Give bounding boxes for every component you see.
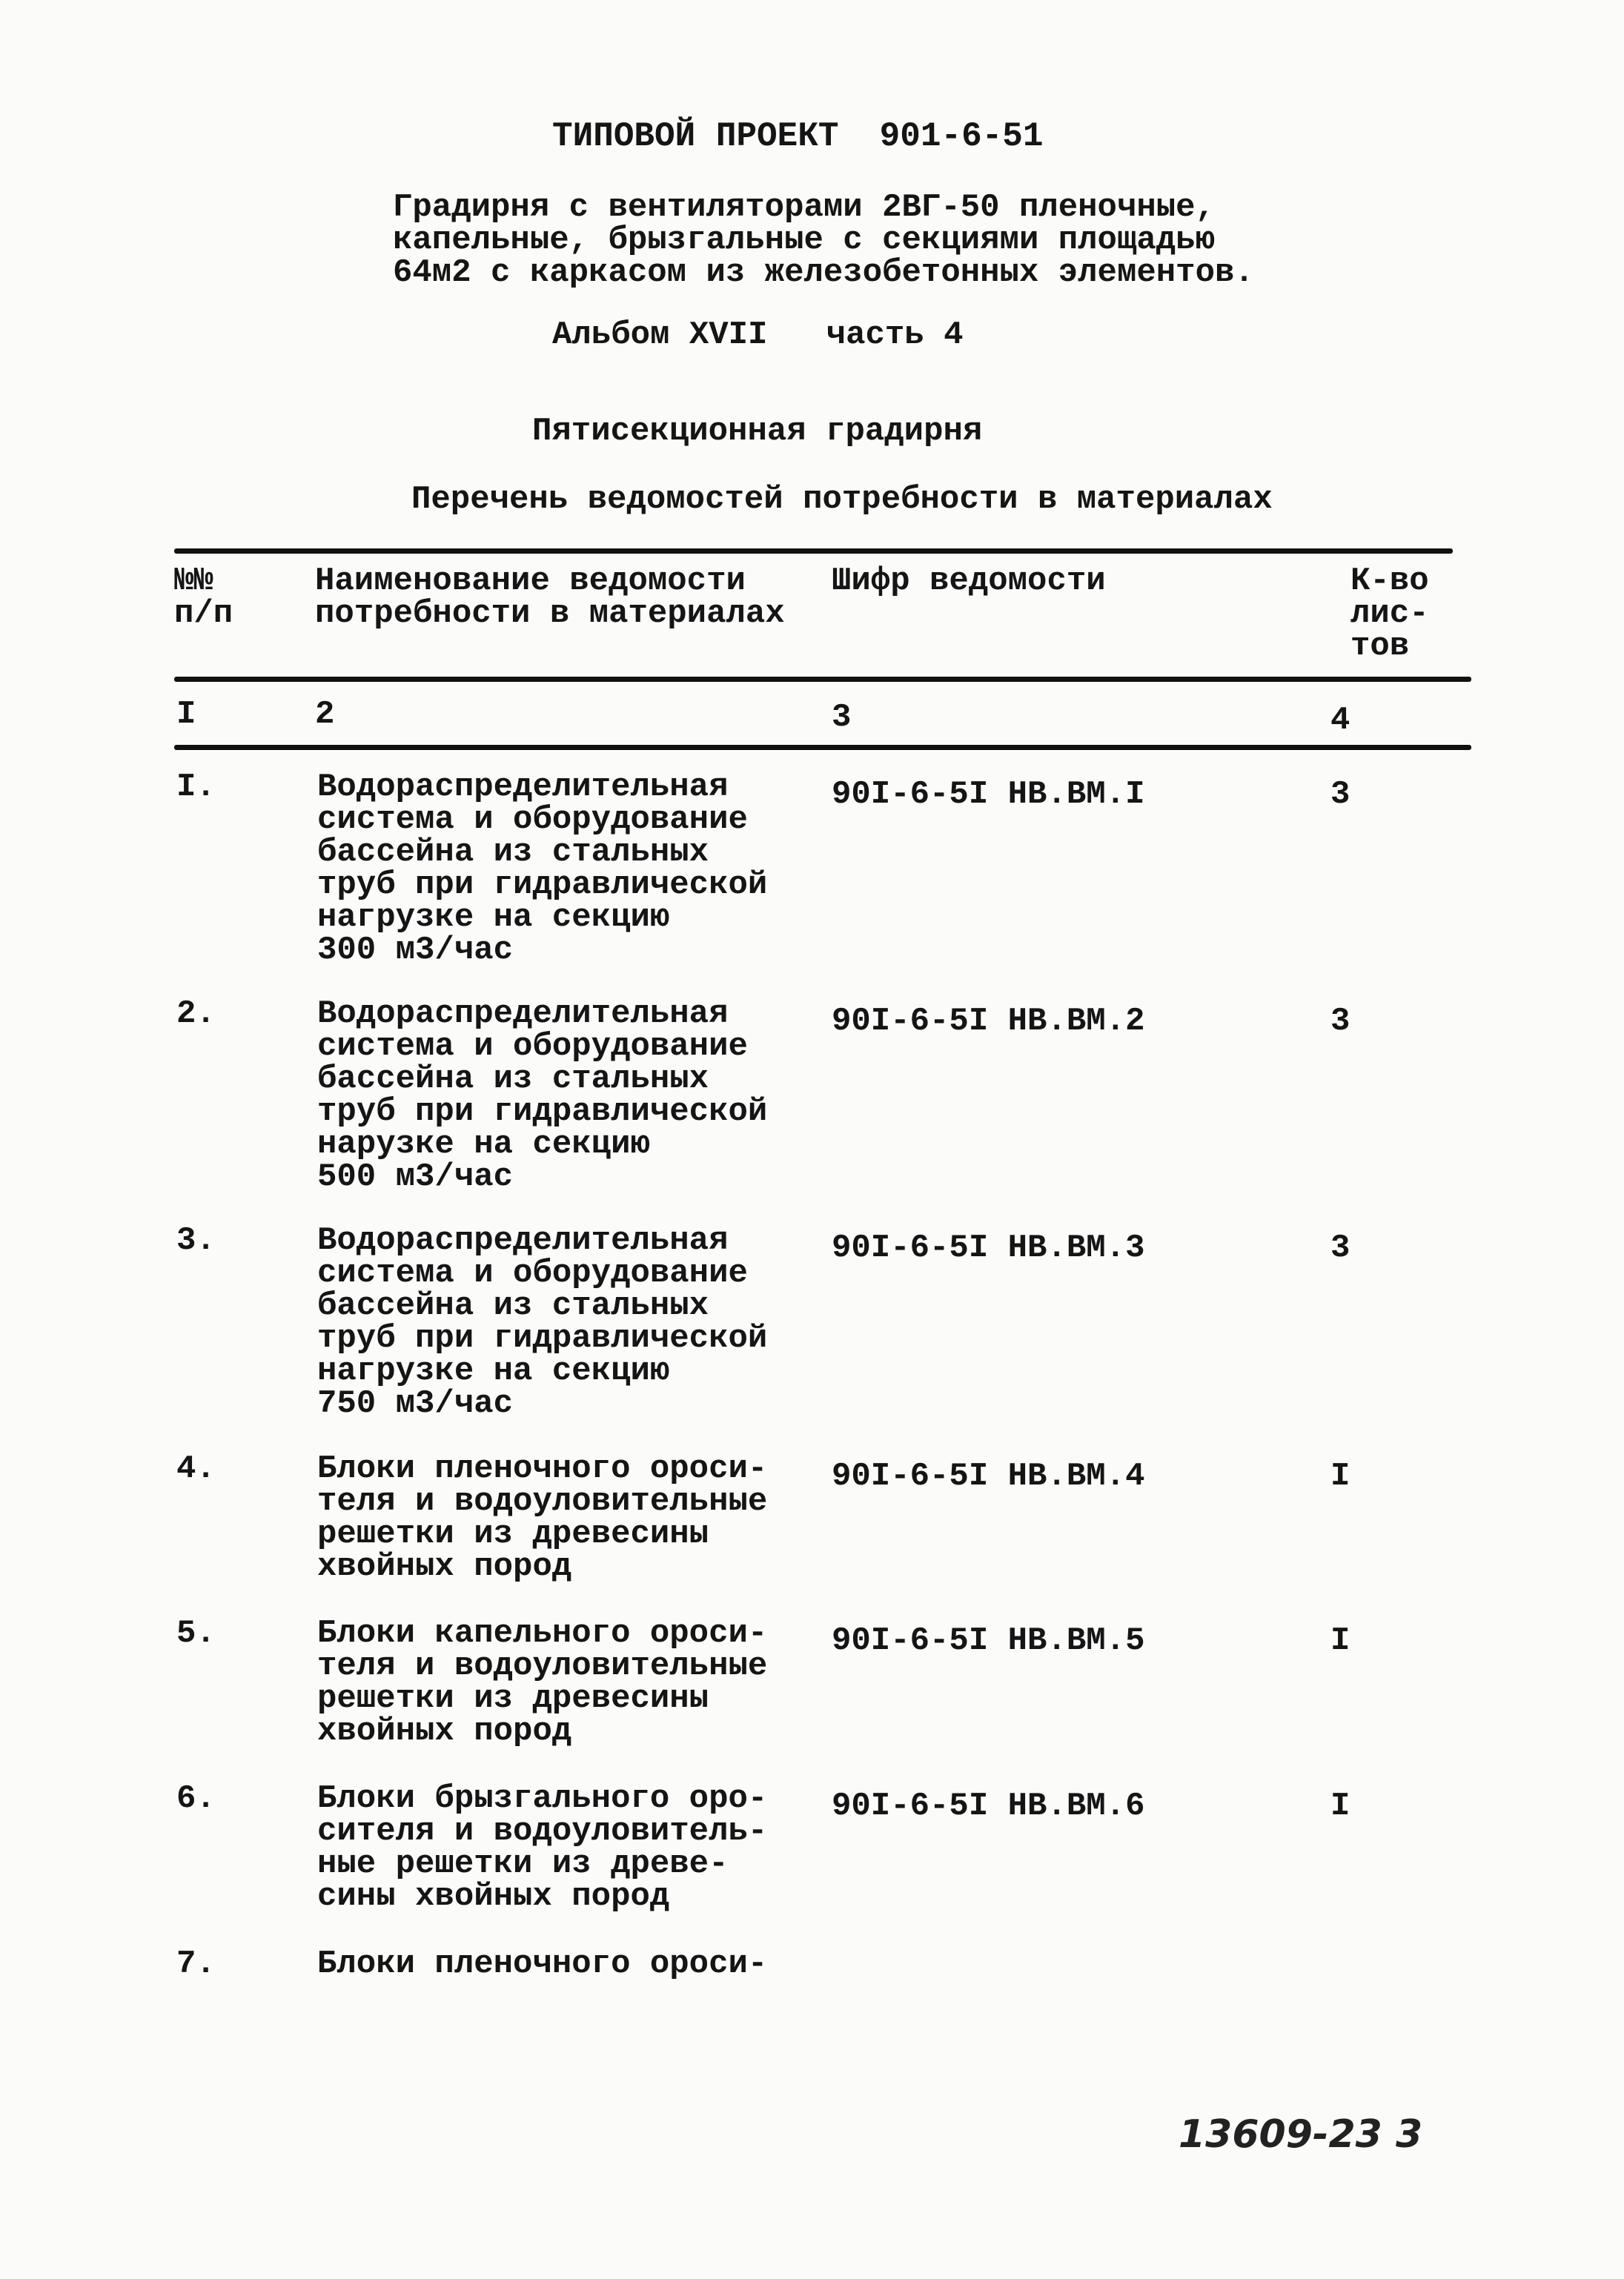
- row-name: Блоки брызгального оро- сителя и водоуловитель- ные решетки из древе- сины хвойных пород: [317, 1780, 768, 1915]
- row-code: 90I-6-5I НВ.ВМ.4: [832, 1458, 1145, 1495]
- header-code: Шифр ведомости: [832, 563, 1106, 600]
- header-sheets: К-во лис- тов: [1350, 563, 1429, 665]
- description-line-2: капельные, брызгальные с секциями площадью: [393, 222, 1215, 259]
- description-line-1: Градирня с вентиляторами 2ВГ-50 пленочные,: [393, 189, 1215, 226]
- row-name: Водораспределительная система и оборудование бассейна из стальных труб при гидравлической нагрузке на секцию 300 м3/час: [317, 769, 768, 969]
- header-rule: [174, 677, 1471, 682]
- row-name: Блоки капельного ороси- теля и водоуловительные решетки из древесины хвойных пород: [317, 1615, 768, 1750]
- row-code: 90I-6-5I НВ.ВМ.3: [832, 1230, 1145, 1267]
- row-sheets: 3: [1330, 1003, 1350, 1040]
- column-number-3: 3: [832, 699, 852, 736]
- column-number-1: I: [176, 696, 196, 733]
- column-numbers-rule: [174, 745, 1471, 750]
- row-sheets: I: [1330, 1788, 1350, 1825]
- row-sheets: I: [1330, 1622, 1350, 1659]
- album-label: Альбом XVII часть 4: [552, 316, 964, 354]
- row-number: 6.: [176, 1780, 216, 1817]
- row-sheets: 3: [1330, 776, 1350, 813]
- row-code: 90I-6-5I НВ.ВМ.5: [832, 1622, 1145, 1659]
- column-number-4: 4: [1330, 702, 1350, 739]
- subtitle: Пятисекционная градирня: [532, 413, 983, 450]
- table-top-rule: [174, 548, 1453, 554]
- description-line-3: 64м2 с каркасом из железобетонных элементов.: [393, 254, 1254, 291]
- row-number: 5.: [176, 1615, 216, 1652]
- row-name: Водораспределительная система и оборудование бассейна из стальных труб при гидравлической нагрузке на секцию 750 м3/час: [317, 1222, 768, 1422]
- list-title: Перечень ведомостей потребности в материалах: [411, 481, 1273, 518]
- row-code: 90I-6-5I НВ.ВМ.2: [832, 1003, 1145, 1040]
- row-sheets: I: [1330, 1458, 1350, 1495]
- row-number: 7.: [176, 1945, 216, 1983]
- header-name: Наименование ведомости потребности в материалах: [315, 563, 785, 632]
- header-number: №№ п/п: [174, 563, 233, 632]
- row-sheets: 3: [1330, 1230, 1350, 1267]
- row-name: Блоки пленочного ороси- теля и водоуловительные решетки из древесины хвойных пород: [317, 1450, 768, 1585]
- row-number: 4.: [176, 1450, 216, 1487]
- row-number: 2.: [176, 995, 216, 1032]
- row-code: 90I-6-5I НВ.ВМ.6: [832, 1788, 1145, 1825]
- page-code: 13609-23 3: [1179, 2112, 1423, 2157]
- column-number-2: 2: [315, 696, 335, 733]
- row-number: 3.: [176, 1222, 216, 1259]
- row-name: Блоки пленочного ороси-: [317, 1945, 768, 1983]
- row-name: Водораспределительная система и оборудование бассейна из стальных труб при гидравлической нарузке на секцию 500 м3/час: [317, 995, 768, 1195]
- row-number: I.: [176, 769, 216, 806]
- project-title: ТИПОВОЙ ПРОЕКТ 901-6-51: [552, 117, 1044, 156]
- row-code: 90I-6-5I НВ.ВМ.I: [832, 776, 1145, 813]
